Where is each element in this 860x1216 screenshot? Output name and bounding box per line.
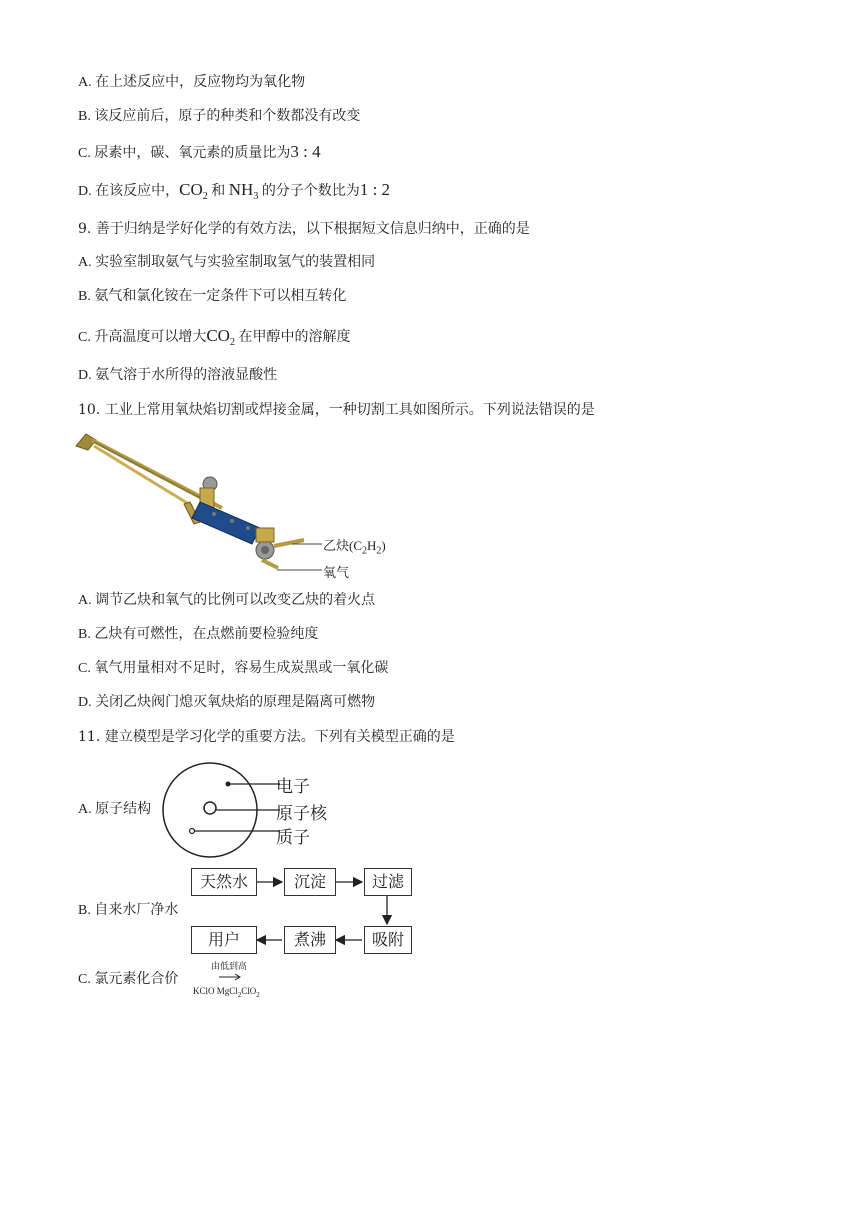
flow-step-user: 用户 xyxy=(191,926,257,954)
q9-option-c: C. 升高温度可以增大$CO_2$ 在甲醇中的溶解度 xyxy=(78,326,351,348)
q8-option-a: A. 在上述反应中，反应物均为氧化物 xyxy=(78,75,306,90)
flow-step-filter: 过滤 xyxy=(364,868,412,896)
q9-option-b: B. 氨气和氯化铵在一定条件下可以相互转化 xyxy=(78,289,347,304)
flow-step-adsorb: 吸附 xyxy=(364,926,412,954)
atom-electron-label: 电子 xyxy=(276,777,310,797)
valence-arrow xyxy=(218,972,242,982)
flow-step-sediment: 沉淀 xyxy=(284,868,336,896)
q11-option-b-label: B. 自来水厂净水 xyxy=(78,903,179,918)
acetylene-label: 乙炔$(C_2H_2)$ xyxy=(323,538,386,557)
atom-nucleus-label: 原子核 xyxy=(276,804,327,824)
q8-option-b: B. 该反应前后，原子的种类和个数都没有改变 xyxy=(78,109,361,124)
valence-arrow-text: 由低到高 xyxy=(211,961,248,971)
q9-option-a: A. 实验室制取氨气与实验室制取氢气的装置相同 xyxy=(78,255,376,270)
q10-option-a: A. 调节乙炔和氧气的比例可以改变乙炔的着火点 xyxy=(78,593,376,608)
q8-option-d: D. 在该反应中，$CO_2$ 和 $NH_3$ 的分子个数比为1 : 2 xyxy=(78,180,391,202)
atom-proton-label: 质子 xyxy=(276,828,310,848)
atom-model-diagram xyxy=(160,760,280,870)
flow-arrows xyxy=(250,866,430,956)
oxygen-label: 氧气 xyxy=(323,565,350,580)
q11-option-c-label: C. 氯元素化合价 xyxy=(78,972,179,987)
flow-step-natural-water: 天然水 xyxy=(191,868,257,896)
q10-option-b: B. 乙炔有可燃性，在点燃前要检验纯度 xyxy=(78,627,319,642)
q10-option-d: D. 关闭乙炔阀门熄灭氧炔焰的原理是隔离可燃物 xyxy=(78,695,376,710)
valence-formulas: KClO MgCl$_2$ClO$_2$ xyxy=(193,986,260,999)
q11-stem: 11. 建立模型是学习化学的重要方法。下列有关模型正确的是 xyxy=(78,729,455,745)
cutting-torch-figure xyxy=(72,428,332,578)
q8-option-c: C. 尿素中，碳、氧元素的质量比为3 : 4 xyxy=(78,142,321,161)
flow-step-boil: 煮沸 xyxy=(284,926,336,954)
q11-option-a-label: A. 原子结构 xyxy=(78,802,152,817)
q10-stem: 10. 工业上常用氧炔焰切割或焊接金属，一种切割工具如图所示。下列说法错误的是 xyxy=(78,402,595,418)
q10-option-c: C. 氧气用量相对不足时，容易生成炭黑或一氧化碳 xyxy=(78,661,389,676)
q9-option-d: D. 氨气溶于水所得的溶液显酸性 xyxy=(78,368,278,383)
q9-stem: 9. 善于归纳是学好化学的有效方法，以下根据短文信息归纳中，正确的是 xyxy=(78,221,530,237)
